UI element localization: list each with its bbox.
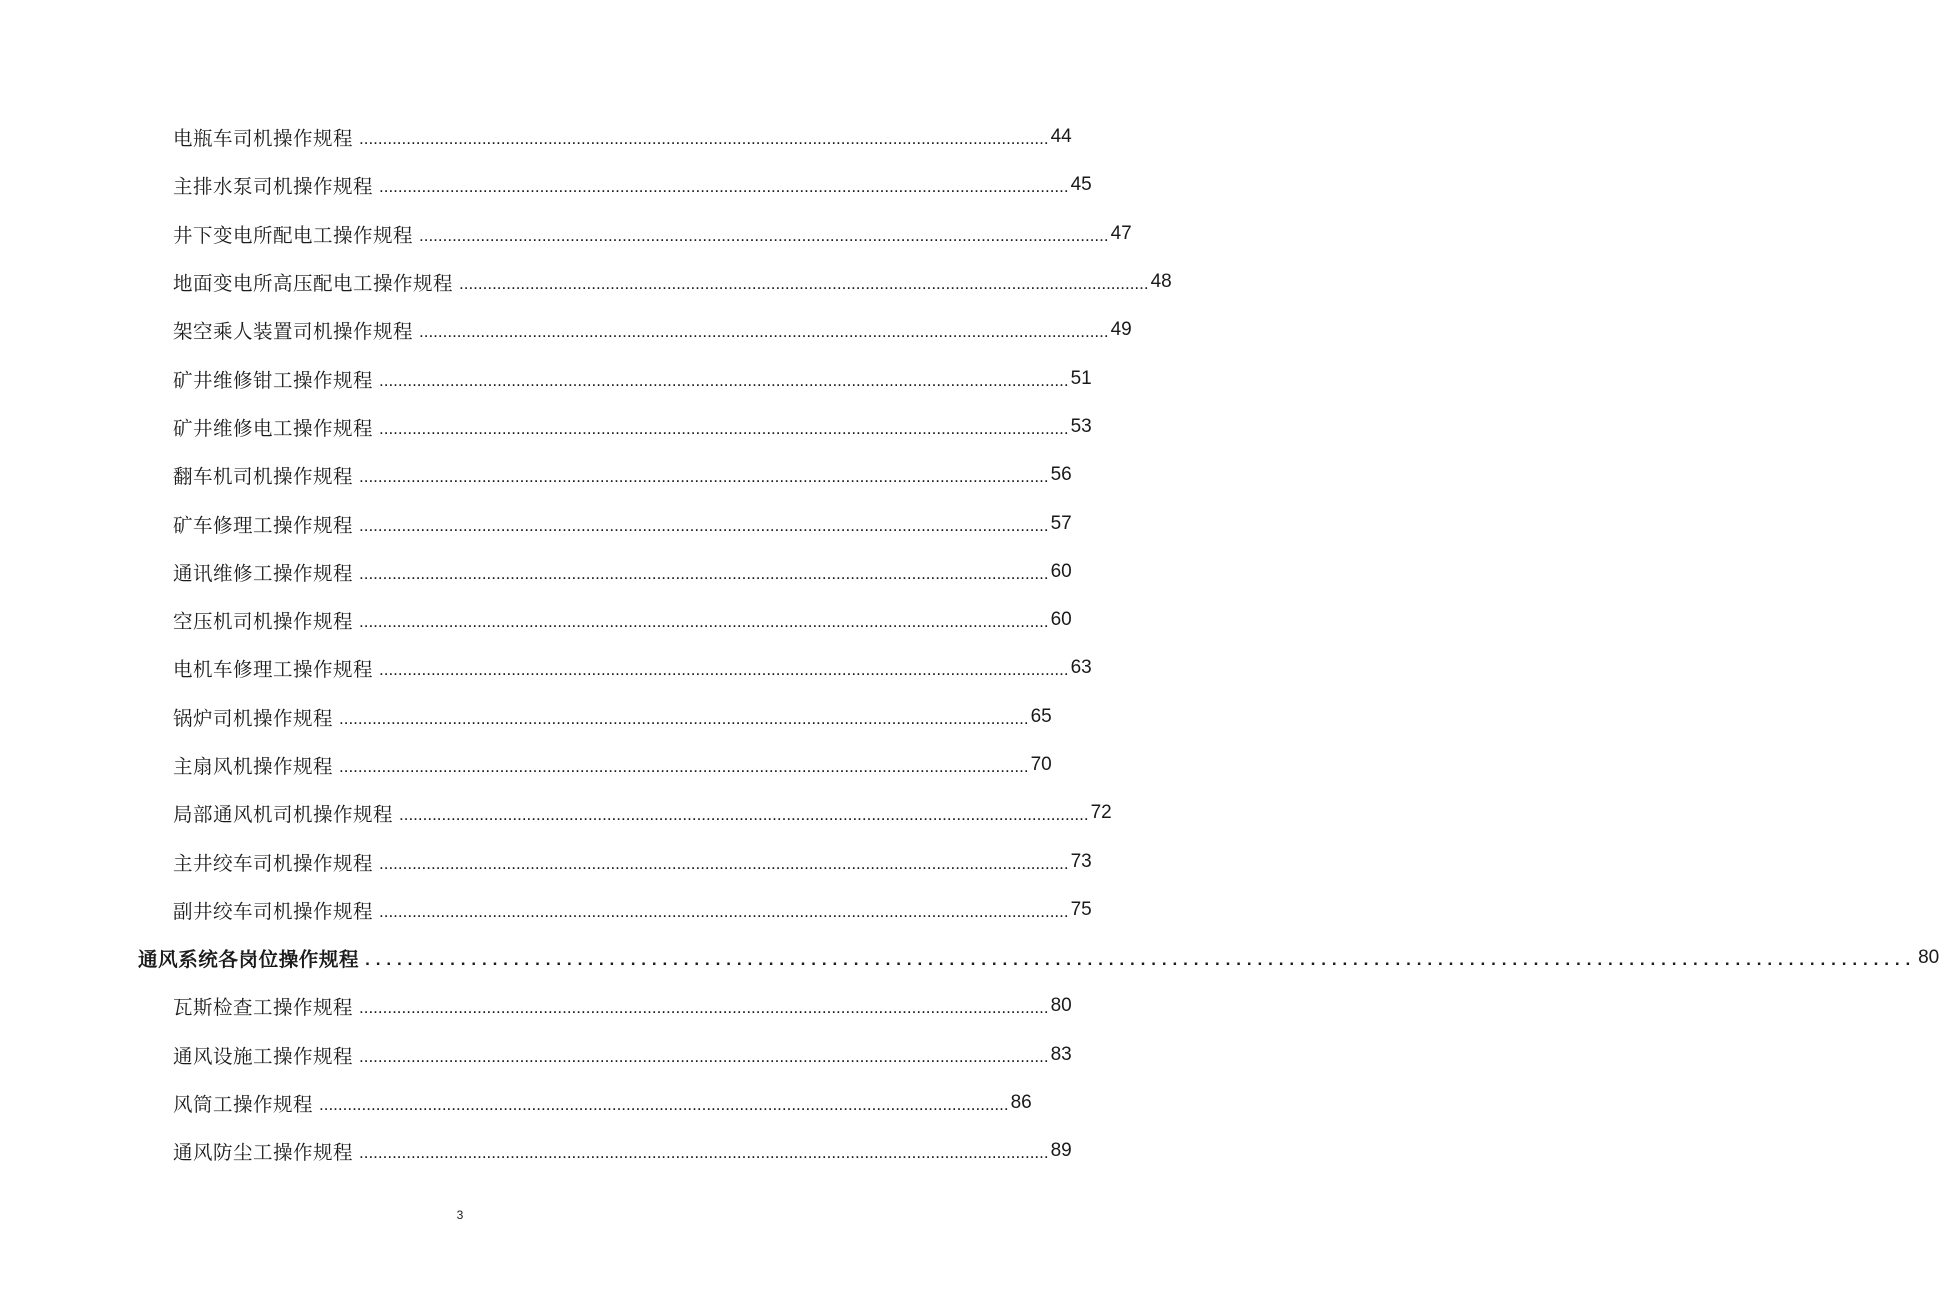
toc-entry-title: 矿车修理工操作规程 xyxy=(173,513,354,537)
toc-dot-leader: .................................................................................................................................................. xyxy=(379,853,1069,873)
toc-dot-leader: .................................................................................................................................................. xyxy=(379,177,1069,197)
toc-entry-title: 地面变电所高压配电工操作规程 xyxy=(173,272,454,296)
toc-dot-leader: .................................................................................................................................................. xyxy=(459,274,1149,294)
toc-entry-page-number: 86 xyxy=(1010,1092,1032,1114)
toc-entry-page-number: 83 xyxy=(1050,1043,1072,1065)
toc-entry-page-number: 56 xyxy=(1050,464,1072,486)
toc-entry-title: 通讯维修工操作规程 xyxy=(173,561,354,585)
toc-entry[interactable] xyxy=(0,403,1092,451)
toc-entry-title: 主扇风机操作规程 xyxy=(173,755,334,778)
toc-entry[interactable] xyxy=(0,306,1132,354)
toc-dot-leader: .................................................................................................................................................. xyxy=(359,998,1049,1018)
toc-entry-page-number: 49 xyxy=(1110,319,1132,341)
toc-entry-page-number: 53 xyxy=(1070,415,1092,437)
toc-entry-title: 电瓶车司机操作规程 xyxy=(173,127,354,151)
toc-entry[interactable] xyxy=(0,789,1112,837)
toc-entry-title: 翻车机司机操作规程 xyxy=(173,465,354,489)
page-number: 3 xyxy=(456,1208,464,1222)
toc-entry-page-number: 72 xyxy=(1090,802,1112,824)
toc-entry[interactable] xyxy=(0,982,1072,1030)
toc-dot-leader: .................................................................................................................................................. xyxy=(419,322,1109,342)
toc-entry[interactable] xyxy=(0,644,1092,692)
toc-dot-leader: .................................................................................................................................................. xyxy=(359,129,1049,149)
toc-entry[interactable] xyxy=(0,258,1172,306)
toc-dot-leader: .................................................................................................................................................. xyxy=(365,950,1917,970)
toc-dot-leader: .................................................................................................................................................. xyxy=(359,1046,1049,1066)
toc-entry-title: 主排水泵司机操作规程 xyxy=(173,175,374,199)
toc-entry-page-number: 60 xyxy=(1050,609,1072,631)
toc-entry-page-number: 63 xyxy=(1070,657,1092,679)
toc-entry-page-number: 44 xyxy=(1050,126,1072,148)
toc-entry[interactable] xyxy=(0,113,1072,161)
toc-entry[interactable] xyxy=(0,161,1092,209)
toc-entry-title: 井下变电所配电工操作规程 xyxy=(173,223,414,247)
toc-entry-page-number: 51 xyxy=(1070,367,1092,389)
toc-entry-title: 矿井维修电工操作规程 xyxy=(173,416,374,440)
toc-entry-title: 副井绞车司机操作规程 xyxy=(173,899,374,923)
toc-dot-leader: .................................................................................................................................................. xyxy=(379,418,1069,438)
toc-dot-leader: .................................................................................................................................................. xyxy=(319,1095,1009,1115)
toc-entry-title: 架空乘人装置司机操作规程 xyxy=(173,320,414,344)
toc-entry-title: 空压机司机操作规程 xyxy=(173,610,354,634)
toc-entry[interactable] xyxy=(0,1031,1072,1079)
toc-dot-leader: .................................................................................................................................................. xyxy=(359,467,1049,487)
toc-entry[interactable] xyxy=(0,210,1132,258)
toc-dot-leader: .................................................................................................................................................. xyxy=(359,612,1049,632)
toc-entry-title: 风筒工操作规程 xyxy=(173,1093,314,1117)
toc-entry-title: 瓦斯检查工操作规程 xyxy=(173,996,354,1020)
toc-dot-leader: .................................................................................................................................................. xyxy=(379,660,1069,680)
toc-entry-title: 通风设施工操作规程 xyxy=(173,1044,354,1068)
toc-entry-page-number: 89 xyxy=(1050,1140,1072,1162)
toc-entry-page-number: 60 xyxy=(1050,560,1072,582)
toc-entry-title: 局部通风机司机操作规程 xyxy=(173,803,394,827)
toc-dot-leader: .................................................................................................................................................. xyxy=(419,225,1109,245)
toc-entry-title: 矿井维修钳工操作规程 xyxy=(173,368,374,392)
toc-section-heading[interactable] xyxy=(0,934,1939,982)
toc-dot-leader: .................................................................................................................................................. xyxy=(359,515,1049,535)
toc-dot-leader: .................................................................................................................................................. xyxy=(399,805,1089,825)
toc-entry-page-number: 75 xyxy=(1070,898,1092,920)
toc-dot-leader: .................................................................................................................................................. xyxy=(359,1143,1049,1163)
toc-entry[interactable] xyxy=(0,499,1072,547)
toc-entry[interactable] xyxy=(0,548,1072,596)
toc-entry-page-number: 80 xyxy=(1050,995,1072,1017)
toc-entry-title: 主井绞车司机操作规程 xyxy=(173,851,374,875)
toc-dot-leader: .................................................................................................................................................. xyxy=(339,757,1029,776)
toc-entry-page-number: 65 xyxy=(1030,705,1052,727)
toc-entry-page-number: 80 xyxy=(1918,947,1939,969)
toc-entry[interactable] xyxy=(0,451,1072,499)
toc-entry-page-number: 48 xyxy=(1150,271,1172,293)
toc-entry[interactable] xyxy=(0,837,1092,885)
toc-entry-title: 通风防尘工操作规程 xyxy=(173,1141,354,1165)
toc-dot-leader: .................................................................................................................................................. xyxy=(339,708,1029,728)
toc-dot-leader: .................................................................................................................................................. xyxy=(379,370,1069,390)
toc-entry-page-number: 70 xyxy=(1030,754,1052,775)
toc-dot-leader: .................................................................................................................................................. xyxy=(359,563,1049,583)
toc-entry[interactable] xyxy=(0,354,1092,402)
toc-entry-title: 电机车修理工操作规程 xyxy=(173,658,374,682)
toc-entry[interactable] xyxy=(0,741,1052,789)
toc-entry-page-number: 73 xyxy=(1070,850,1092,872)
toc-entry-page-number: 47 xyxy=(1110,222,1132,244)
toc-entry-page-number: 57 xyxy=(1050,512,1072,534)
toc-entry[interactable] xyxy=(0,1127,1072,1175)
toc-dot-leader: .................................................................................................................................................. xyxy=(379,901,1069,921)
table-of-contents xyxy=(0,113,1939,1176)
toc-entry[interactable] xyxy=(0,1079,1032,1127)
toc-entry-page-number: 45 xyxy=(1070,174,1092,196)
toc-entry[interactable] xyxy=(0,693,1052,741)
toc-entry[interactable] xyxy=(0,596,1072,644)
toc-entry[interactable] xyxy=(0,886,1092,934)
toc-entry-title: 锅炉司机操作规程 xyxy=(173,706,334,730)
toc-entry-title: 通风系统各岗位操作规程 xyxy=(138,948,360,972)
